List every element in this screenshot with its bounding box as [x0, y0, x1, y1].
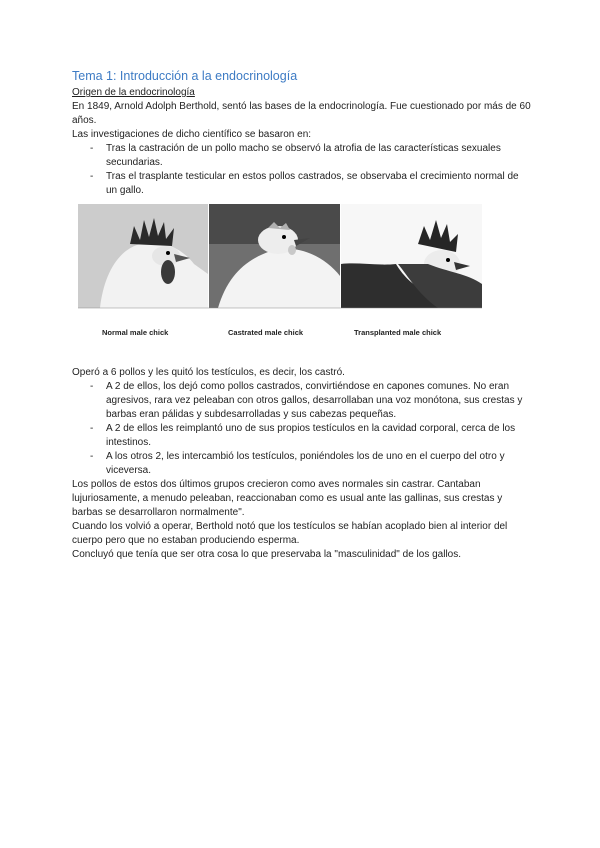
closing-paragraph: Los pollos de estos dos últimos grupos crecieron como aves normales sin castrar. Cantaban lujuriosamente, a menudo peleaban, reaccionaban como es usual ante las gallinas, sus crestas y barbas se desarrollaron normalmente".: [72, 479, 503, 518]
rooster-photos: [78, 204, 482, 328]
document-page: [72, 68, 532, 562]
intro-paragraph: Las investigaciones de dicho científico se basaron en:: [72, 129, 312, 140]
caption-transplanted: Transplanted male chick: [354, 328, 442, 337]
list-item: - A los otros 2, les intercambió los testículos, poniéndoles los de uno en el cuerpo del otro y viceversa.: [90, 451, 505, 476]
caption-castrated: Castrated male chick: [228, 328, 304, 337]
list-item: - A 2 de ellos les reimplantó uno de sus propios testículos en la cavidad corporal, cerca de los intestinos.: [90, 423, 516, 448]
castrated-chick-photo: [209, 204, 340, 308]
section-heading: Origen de la endocrinología: [72, 87, 195, 98]
closing-paragraph: Cuando los volvió a operar, Berthold notó que los testículos se habían acoplado bien al interior del cuerpo pero que no estaban produciendo esperma.: [72, 521, 508, 546]
list-item: - Tras la castración de un pollo macho se observó la atrofia de las características sexuales secundarias.: [90, 143, 501, 168]
findings-list: [72, 142, 532, 198]
normal-chick-photo: [78, 204, 208, 308]
experiment-list: [72, 380, 532, 478]
rooster-comparison-figure: [78, 204, 482, 328]
transplanted-chick-photo: [341, 204, 482, 308]
page-title: Tema 1: Introducción a la endocrinología: [72, 69, 298, 83]
experiment-paragraph: Operó a 6 pollos y les quitó los testículos, es decir, los castró.: [72, 367, 345, 378]
intro-paragraph: En 1849, Arnold Adolph Berthold, sentó las bases de la endocrinología. Fue cuestionado por más de 60 años.: [72, 101, 531, 126]
list-item: - A 2 de ellos, los dejó como pollos castrados, convirtiéndose en capones comunes. No eran agresivos, rara vez peleaban con otros gallos, desarrollaban una voz monótona, sus crestas y barbas eran pálidas y subdesarrolladas y sus cabezas pequeñas.: [90, 381, 523, 420]
list-item: - Tras el trasplante testicular en estos pollos castrados, se observaba el crecimiento normal de un gallo.: [90, 171, 519, 196]
caption-normal: Normal male chick: [102, 328, 169, 337]
figure-captions: [78, 328, 482, 340]
closing-paragraph: Concluyó que tenía que ser otra cosa lo que preservaba la "masculinidad" de los gallos.: [72, 549, 461, 560]
